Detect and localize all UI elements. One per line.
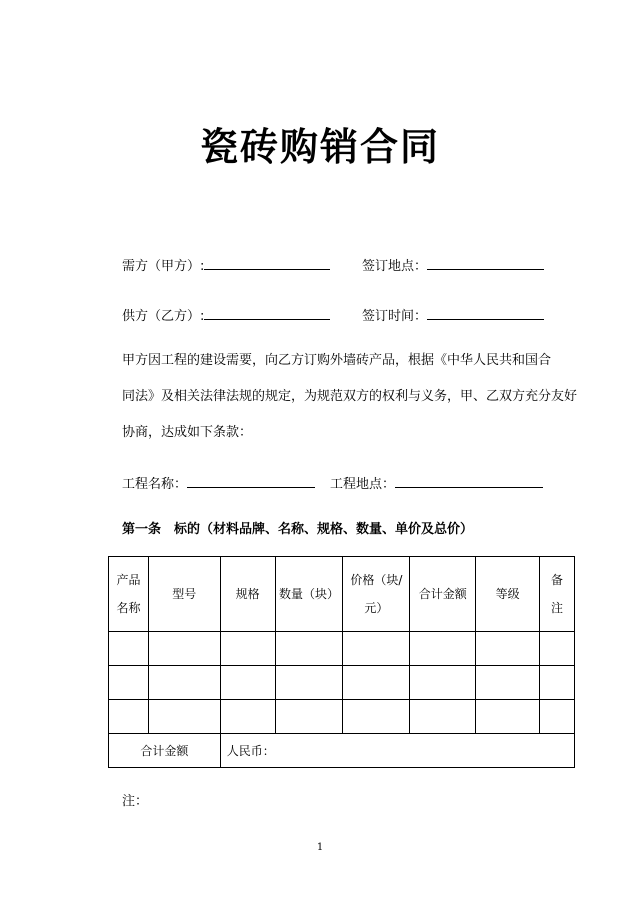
article-1-heading: 第一条 标的（材料品牌、名称、规格、数量、单价及总价）	[122, 522, 474, 537]
table-cell[interactable]	[148, 632, 220, 666]
intro-line-3: 协商，达成如下条款：	[122, 425, 253, 440]
project-site-blank[interactable]	[395, 473, 543, 488]
table-cell[interactable]	[109, 632, 149, 666]
project-site-label: 工程地点：	[330, 477, 396, 492]
rmb-cell[interactable]	[220, 734, 574, 768]
table-row	[109, 700, 575, 734]
table-cell[interactable]	[540, 700, 575, 734]
table-cell[interactable]	[148, 700, 220, 734]
table-cell[interactable]	[410, 632, 476, 666]
seller-blank[interactable]	[204, 305, 330, 320]
table-cell[interactable]	[410, 700, 476, 734]
project-name-label: 工程名称：	[122, 477, 188, 492]
table-total-row	[109, 734, 575, 768]
table-cell[interactable]	[148, 666, 220, 700]
sign-time-field	[362, 305, 544, 326]
header-grade: 等级	[476, 557, 540, 632]
table-row	[109, 666, 575, 700]
table-cell[interactable]	[220, 666, 275, 700]
header-amount: 合计金额	[410, 557, 476, 632]
project-site-field	[330, 473, 543, 494]
sign-place-blank[interactable]	[427, 255, 544, 270]
table-cell[interactable]	[476, 632, 540, 666]
table-cell[interactable]	[109, 666, 149, 700]
table-header-row	[109, 557, 575, 632]
document-title: 瓷砖购销合同	[199, 125, 440, 169]
header-price: 价格（块/ 元）	[343, 557, 410, 632]
table-cell[interactable]	[275, 666, 343, 700]
table-cell[interactable]	[410, 666, 476, 700]
intro-line-2: 同法》及相关法律法规的规定，为规范双方的权利与义务，甲、乙双方充分友好	[122, 389, 578, 404]
rmb-label: 人民币：	[226, 743, 275, 758]
note-label: 注：	[122, 794, 149, 809]
buyer-field	[122, 255, 330, 276]
sign-time-label: 签订时间：	[362, 309, 428, 324]
header-qty: 数量（块）	[275, 557, 343, 632]
buyer-label: 需方（甲方）:	[122, 259, 205, 274]
table-cell[interactable]	[275, 632, 343, 666]
table-cell[interactable]	[476, 666, 540, 700]
intro-line-1: 甲方因工程的建设需要，向乙方订购外墙砖产品，根据《中华人民共和国合	[122, 353, 552, 368]
header-product: 产品 名称	[109, 557, 149, 632]
project-name-blank[interactable]	[187, 473, 315, 488]
table-cell[interactable]	[540, 632, 575, 666]
total-label: 合计金额	[109, 734, 221, 768]
table-cell[interactable]	[343, 700, 410, 734]
table-cell[interactable]	[343, 666, 410, 700]
seller-field	[122, 305, 330, 326]
buyer-blank[interactable]	[204, 255, 330, 270]
table-cell[interactable]	[343, 632, 410, 666]
sign-time-blank[interactable]	[427, 305, 544, 320]
page-number: 1	[316, 842, 324, 853]
seller-label: 供方（乙方）:	[122, 309, 205, 324]
header-model: 型号	[148, 557, 220, 632]
table-cell[interactable]	[476, 700, 540, 734]
table-cell[interactable]	[540, 666, 575, 700]
spec-table	[108, 556, 575, 768]
table-cell[interactable]	[220, 700, 275, 734]
table-cell[interactable]	[220, 632, 275, 666]
header-spec: 规格	[220, 557, 275, 632]
sign-place-field	[362, 255, 544, 276]
table-row	[109, 632, 575, 666]
header-remark: 备 注	[540, 557, 575, 632]
project-name-field	[122, 473, 315, 494]
table-cell[interactable]	[275, 700, 343, 734]
table-cell[interactable]	[109, 700, 149, 734]
sign-place-label: 签订地点：	[362, 259, 428, 274]
